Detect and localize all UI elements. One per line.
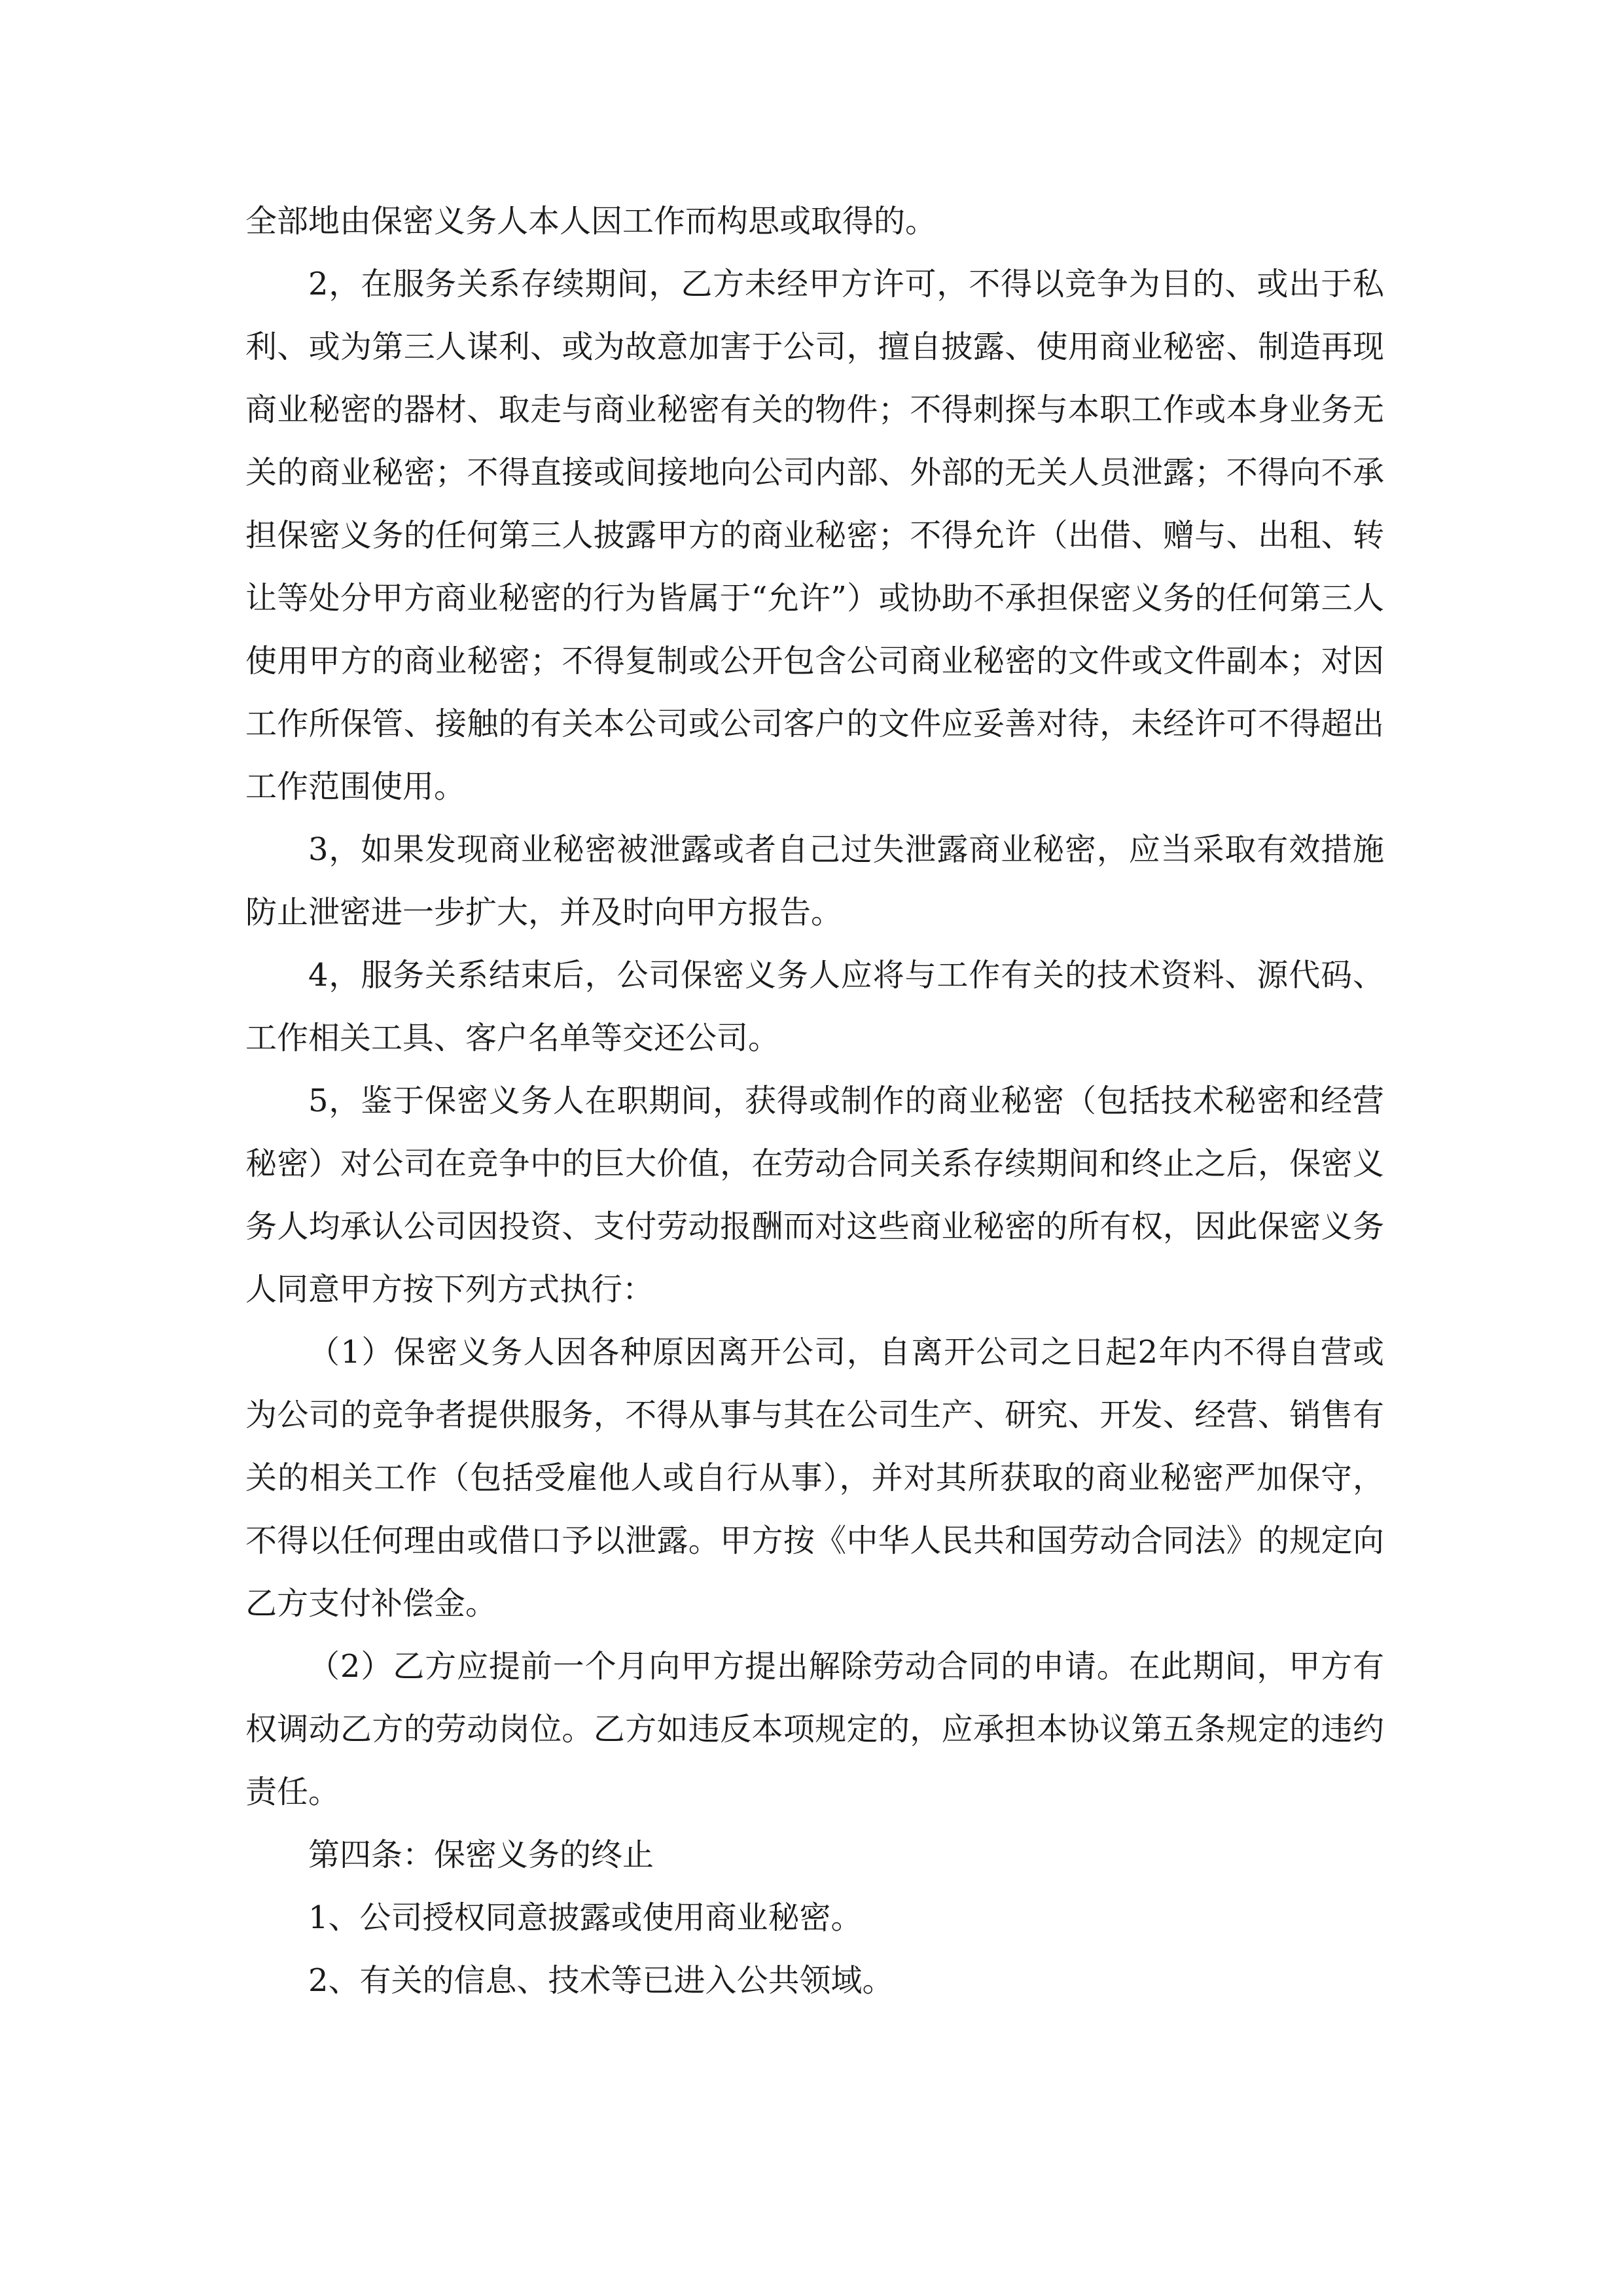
article-4-heading: 第四条：保密义务的终止 <box>308 1837 654 1873</box>
termination-item-1: 1、公司授权同意披露或使用商业秘密。 <box>308 1899 863 1936</box>
paragraph-clause-5: 5，鉴于保密义务人在职期间，获得或制作的商业秘密（包括技术秘密和经营秘密）对公司在竞争中的巨大价值，在劳动合同关系存续期间和终止之后，保密义务人均承认公司因投资、支付劳动报酬而对这些商业秘密的所有权，因此保密义务人同意甲方按下列方式执行： <box>245 1083 1384 1308</box>
paragraph-subclause-2: （2）乙方应提前一个月向甲方提出解除劳动合同的申请。在此期间，甲方有权调动乙方的劳动岗位。乙方如违反本项规定的，应承担本协议第五条规定的违约责任。 <box>245 1648 1384 1810</box>
paragraph-continuation: 全部地由保密义务人本人因工作而构思或取得的。 <box>245 203 937 240</box>
paragraph-subclause-1: （1）保密义务人因各种原因离开公司，自离开公司之日起2年内不得自营或为公司的竞争者提供服务，不得从事与其在公司生产、研究、开发、经营、销售有关的相关工作（包括受雇他人或自行从事），并对其所获取的商业秘密严加保守，不得以任何理由或借口予以泄露。甲方按《中华人民共和国劳动合同法》的规定向乙方支付补偿金。 <box>245 1334 1384 1622</box>
termination-item-2: 2、有关的信息、技术等已进入公共领域。 <box>308 1962 894 1999</box>
paragraph-clause-3: 3，如果发现商业秘密被泄露或者自己过失泄露商业秘密，应当采取有效措施防止泄密进一步扩大，并及时向甲方报告。 <box>245 831 1384 931</box>
paragraph-clause-2: 2，在服务关系存续期间，乙方未经甲方许可，不得以竞争为目的、或出于私利、或为第三人谋利、或为故意加害于公司，擅自披露、使用商业秘密、制造再现商业秘密的器材、取走与商业秘密有关的物件；不得刺探与本职工作或本身业务无关的商业秘密；不得直接或间接地向公司内部、外部的无关人员泄露；不得向不承担保密义务的任何第三人披露甲方的商业秘密；不得允许（出借、赠与、出租、转让等处分甲方商业秘密的行为皆属于“允许”）或协助不承担保密义务的任何第三人使用甲方的商业秘密；不得复制或公开包含公司商业秘密的文件或文件副本；对因工作所保管、接触的有关本公司或公司客户的文件应妥善对待，未经许可不得超出工作范围使用。 <box>245 266 1384 805</box>
paragraph-clause-4: 4，服务关系结束后，公司保密义务人应将与工作有关的技术资料、源代码、工作相关工具、客户名单等交还公司。 <box>245 957 1384 1056</box>
document-page <box>245 190 1384 2012</box>
